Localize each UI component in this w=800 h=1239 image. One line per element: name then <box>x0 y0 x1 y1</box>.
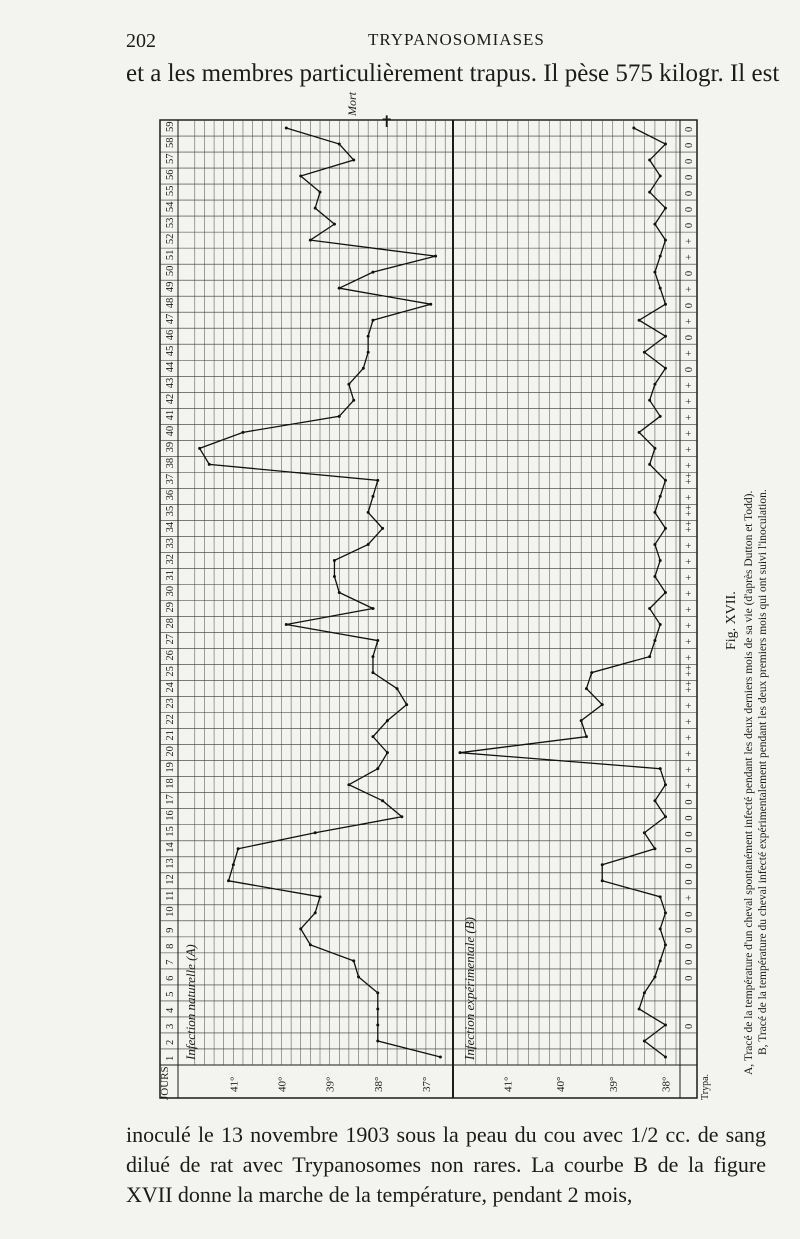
day-tick-label: 50 <box>165 265 176 277</box>
data-point-b <box>659 495 662 498</box>
trypanosome-mark: + <box>684 718 695 725</box>
data-point-b <box>459 751 462 754</box>
data-point-b <box>664 815 667 818</box>
data-point-a <box>367 351 370 354</box>
trypanosome-mark: 0 <box>684 799 695 805</box>
data-point-b <box>643 991 646 994</box>
data-point-a <box>319 191 322 194</box>
trypanosome-mark: + <box>684 350 695 357</box>
trypanosome-mark: ++ <box>684 520 695 533</box>
trypanosome-mark: + <box>684 430 695 437</box>
data-point-a <box>386 751 389 754</box>
day-tick-label: 17 <box>165 794 176 805</box>
day-tick-label: 45 <box>165 345 176 357</box>
data-point-b <box>653 975 656 978</box>
trypanosome-mark: 0 <box>684 142 695 149</box>
trypanosome-mark: + <box>684 606 695 613</box>
trypanosome-mark: 0 <box>684 879 695 885</box>
trypanosome-mark: + <box>684 558 695 565</box>
data-point-b <box>653 271 656 274</box>
trypanosome-mark: + <box>684 702 695 709</box>
day-tick-label: 13 <box>165 858 176 869</box>
data-point-a <box>371 671 374 674</box>
data-point-a <box>309 239 312 242</box>
data-point-a <box>400 815 403 818</box>
data-point-b <box>664 591 667 594</box>
trypanosome-mark: 0 <box>684 158 695 165</box>
temperature-tick-label: 40° <box>276 1076 289 1092</box>
figure-caption-a: A, Tracé de la température d'un cheval spontanément infecté pendant les deux derniers mois de sa vie (d'après Dutton et Todd). <box>743 490 755 1075</box>
day-tick-label: 52 <box>165 233 176 245</box>
day-tick-label: 55 <box>165 185 176 197</box>
day-tick-label: 36 <box>165 489 176 501</box>
data-point-b <box>632 127 635 130</box>
day-tick-label: 6 <box>165 975 176 981</box>
trypanosome-mark: + <box>684 286 695 293</box>
trypanosome-mark: + <box>684 782 695 789</box>
trypanosome-mark: ++ <box>684 664 695 677</box>
mort-annotation: Mort <box>345 92 359 116</box>
data-point-a <box>352 399 355 402</box>
temperature-tick-label: 37° <box>420 1076 433 1092</box>
day-tick-label: 34 <box>165 521 176 533</box>
trypanosome-mark: 0 <box>684 911 695 917</box>
day-tick-label: 44 <box>165 361 176 373</box>
body-text-top: et a les membres particulièrement trapus. Il pèse 575 kilogr. Il est <box>126 60 780 87</box>
trypanosome-mark: 0 <box>684 847 695 853</box>
trypanosome-mark: + <box>684 654 695 661</box>
data-point-b <box>664 479 667 482</box>
day-tick-label: 8 <box>165 943 176 949</box>
trypanosome-mark: + <box>684 238 695 245</box>
trypanosome-mark: + <box>684 894 695 901</box>
data-point-b <box>664 911 667 914</box>
temperature-tick-label: 41° <box>502 1076 515 1092</box>
data-point-b <box>590 671 593 674</box>
data-point-a <box>314 831 317 834</box>
day-tick-label: 42 <box>165 393 176 405</box>
trypanosome-mark: 0 <box>684 302 695 309</box>
trypanosome-mark: + <box>684 414 695 421</box>
data-point-a <box>371 655 374 658</box>
trypanosome-mark: + <box>684 622 695 629</box>
data-point-a <box>396 687 399 690</box>
data-point-a <box>381 799 384 802</box>
data-point-b <box>648 607 651 610</box>
trypanosome-mark: 0 <box>684 815 695 821</box>
data-point-b <box>653 447 656 450</box>
data-point-b <box>664 335 667 338</box>
data-point-b <box>638 1007 641 1010</box>
jours-axis-label: JOURS <box>159 1066 171 1100</box>
trypanosome-mark: 0 <box>684 943 695 949</box>
data-point-a <box>338 415 341 418</box>
day-tick-label: 58 <box>165 137 176 149</box>
day-tick-label: 29 <box>165 602 176 613</box>
trypanosome-mark: + <box>684 254 695 261</box>
day-tick-label: 51 <box>165 249 176 261</box>
data-point-b <box>664 239 667 242</box>
data-point-b <box>653 511 656 514</box>
day-tick-label: 48 <box>165 297 176 309</box>
day-tick-label: 2 <box>165 1039 176 1045</box>
data-point-b <box>601 703 604 706</box>
day-tick-label: 47 <box>165 313 176 325</box>
day-tick-label: 15 <box>165 826 176 837</box>
trypanosome-mark: + <box>684 542 695 549</box>
body-paragraph: inoculé le 13 novembre 1903 sous la peau du cou avec 1/2 cc. de sang dilué de rat avec Trypanosomes non rares. La courbe B de la figure XVII donne la marche de la température, pendant 2 mois, <box>126 1122 766 1207</box>
data-point-b <box>664 943 667 946</box>
data-point-a <box>314 207 317 210</box>
data-point-b <box>659 255 662 258</box>
trypanosome-mark: 0 <box>684 206 695 213</box>
data-point-a <box>381 527 384 530</box>
data-point-a <box>352 159 355 162</box>
death-cross-symbol: ✝ <box>380 114 394 131</box>
data-point-a <box>376 1023 379 1026</box>
day-tick-label: 21 <box>165 730 176 741</box>
data-point-b <box>653 799 656 802</box>
data-point-b <box>648 463 651 466</box>
temperature-tick-label: 38° <box>372 1076 385 1092</box>
data-point-a <box>347 783 350 786</box>
day-tick-label: 22 <box>165 714 176 725</box>
data-point-b <box>648 191 651 194</box>
day-tick-label: 32 <box>165 553 176 565</box>
data-point-a <box>367 543 370 546</box>
panel-a-label: Infection naturelle (A) <box>183 944 198 1060</box>
data-point-a <box>241 431 244 434</box>
data-point-a <box>333 559 336 562</box>
trypanosome-mark: 0 <box>684 190 695 197</box>
trypanosome-mark: + <box>684 638 695 645</box>
data-point-a <box>357 975 360 978</box>
data-point-b <box>664 1055 667 1058</box>
data-point-a <box>376 1007 379 1010</box>
day-tick-label: 23 <box>165 698 176 709</box>
data-point-b <box>643 351 646 354</box>
trypanosome-mark: + <box>684 462 695 469</box>
data-point-a <box>371 607 374 610</box>
trypanosome-mark: + <box>684 318 695 325</box>
data-point-b <box>585 735 588 738</box>
data-point-b <box>648 655 651 658</box>
trypanosome-mark: + <box>684 766 695 773</box>
trypanosome-mark: + <box>684 382 695 389</box>
data-point-b <box>659 287 662 290</box>
trypanosome-mark: + <box>684 734 695 741</box>
chart-labels <box>159 91 769 1100</box>
data-point-b <box>648 159 651 162</box>
day-tick-label: 16 <box>165 810 176 821</box>
day-tick-label: 40 <box>165 425 176 437</box>
day-tick-label: 49 <box>165 281 176 293</box>
data-point-a <box>299 175 302 178</box>
data-point-a <box>299 927 302 930</box>
data-point-b <box>638 431 641 434</box>
day-tick-label: 30 <box>165 586 176 597</box>
running-head: TRYPANOSOMIASES <box>368 30 545 49</box>
temperature-tick-label: 39° <box>607 1076 620 1092</box>
temperature-tick-label: 39° <box>324 1076 337 1092</box>
data-point-b <box>653 847 656 850</box>
day-tick-label: 20 <box>165 746 176 757</box>
data-point-b <box>653 639 656 642</box>
data-point-a <box>439 1055 442 1058</box>
data-point-b <box>638 319 641 322</box>
data-point-a <box>429 303 432 306</box>
trypanosome-mark: 0 <box>684 270 695 277</box>
data-point-a <box>338 143 341 146</box>
data-point-a <box>333 223 336 226</box>
day-tick-label: 9 <box>165 927 176 933</box>
data-point-b <box>643 1039 646 1042</box>
trypanosome-mark: 0 <box>684 222 695 229</box>
data-point-a <box>362 367 365 370</box>
data-point-a <box>386 719 389 722</box>
data-point-a <box>338 287 341 290</box>
data-point-a <box>285 127 288 130</box>
data-point-a <box>376 991 379 994</box>
data-point-a <box>319 895 322 898</box>
data-point-b <box>664 527 667 530</box>
data-point-b <box>653 223 656 226</box>
day-tick-label: 28 <box>165 618 176 629</box>
data-point-a <box>352 959 355 962</box>
trypanosome-mark: ++ <box>684 472 695 485</box>
data-point-b <box>659 175 662 178</box>
temperature-tick-label: 41° <box>228 1076 241 1092</box>
data-point-a <box>232 863 235 866</box>
day-tick-label: 54 <box>165 201 176 213</box>
day-tick-label: 24 <box>165 682 176 693</box>
data-point-b <box>648 399 651 402</box>
data-point-a <box>405 703 408 706</box>
day-tick-label: 53 <box>165 217 176 229</box>
trypanosome-mark: ++ <box>684 680 695 693</box>
trypanosome-mark: 0 <box>684 959 695 965</box>
day-tick-label: 19 <box>165 762 176 773</box>
day-tick-label: 38 <box>165 457 176 469</box>
chart-frame <box>160 120 697 1098</box>
day-tick-label: 27 <box>165 634 176 645</box>
panel-b-label: Infection expérimentale (B) <box>462 917 477 1060</box>
data-point-b <box>659 927 662 930</box>
data-point-a <box>371 271 374 274</box>
page-number: 202 <box>126 30 156 52</box>
data-point-a <box>367 511 370 514</box>
day-tick-label: 26 <box>165 650 176 661</box>
data-point-a <box>285 623 288 626</box>
chart-grid <box>160 120 697 1098</box>
day-tick-label: 41 <box>165 409 176 421</box>
day-tick-label: 18 <box>165 778 176 789</box>
day-tick-label: 1 <box>165 1055 176 1061</box>
data-point-a <box>376 1039 379 1042</box>
data-point-a <box>237 847 240 850</box>
data-point-b <box>653 543 656 546</box>
trypanosome-mark: 0 <box>684 126 695 133</box>
trypanosome-mark: 0 <box>684 975 695 981</box>
data-point-a <box>371 735 374 738</box>
data-point-b <box>653 575 656 578</box>
data-point-a <box>208 463 211 466</box>
day-tick-label: 31 <box>165 569 176 581</box>
data-point-a <box>367 335 370 338</box>
day-tick-label: 43 <box>165 377 176 389</box>
day-tick-label: 14 <box>165 842 176 853</box>
day-tick-label: 5 <box>165 991 176 997</box>
data-point-b <box>585 687 588 690</box>
data-point-b <box>601 879 604 882</box>
data-point-a <box>227 879 230 882</box>
data-point-b <box>659 559 662 562</box>
temperature-tick-label: 38° <box>660 1076 673 1092</box>
day-tick-label: 37 <box>165 473 176 485</box>
data-point-b <box>659 767 662 770</box>
data-point-a <box>198 447 201 450</box>
day-tick-label: 33 <box>165 537 176 549</box>
data-point-a <box>376 639 379 642</box>
data-point-a <box>314 911 317 914</box>
temperature-tick-label: 40° <box>555 1076 568 1092</box>
trypanosome-mark: 0 <box>684 367 695 373</box>
data-point-a <box>376 479 379 482</box>
day-tick-label: 57 <box>165 153 176 165</box>
day-tick-label: 35 <box>165 505 176 517</box>
data-point-b <box>664 783 667 786</box>
trypanosome-row-label: Trypa. <box>700 1073 711 1100</box>
day-tick-label: 3 <box>165 1023 176 1029</box>
trypanosome-mark: 0 <box>684 863 695 869</box>
data-point-a <box>371 319 374 322</box>
trypanosome-mark: 0 <box>684 1023 695 1029</box>
data-point-a <box>371 495 374 498</box>
trypanosome-mark: + <box>684 446 695 453</box>
day-tick-label: 10 <box>165 906 176 917</box>
data-point-b <box>659 415 662 418</box>
data-point-b <box>659 895 662 898</box>
data-point-b <box>664 1023 667 1026</box>
day-tick-label: 56 <box>165 169 176 181</box>
data-point-b <box>659 959 662 962</box>
day-tick-label: 12 <box>165 874 176 885</box>
data-point-b <box>659 623 662 626</box>
trypanosome-mark: 0 <box>684 174 695 181</box>
trypanosome-mark: 0 <box>684 927 695 933</box>
data-point-b <box>601 863 604 866</box>
data-point-a <box>376 767 379 770</box>
chart-curves <box>198 127 695 1059</box>
trypanosome-mark: + <box>684 574 695 581</box>
data-point-a <box>309 943 312 946</box>
day-tick-label: 46 <box>165 329 176 341</box>
data-point-b <box>580 719 583 722</box>
day-tick-label: 39 <box>165 441 176 453</box>
data-point-a <box>333 575 336 578</box>
data-point-b <box>643 831 646 834</box>
data-point-b <box>664 143 667 146</box>
temperature-curve-b <box>460 128 665 1057</box>
data-point-a <box>347 383 350 386</box>
data-point-b <box>664 207 667 210</box>
day-tick-label: 7 <box>165 959 176 965</box>
day-tick-label: 4 <box>165 1007 176 1013</box>
figure-caption-b: B, Tracé de la température du cheval infecté expérimentalement pendant les deux premiers mois qui ont suivi l'inoculation. <box>757 489 769 1055</box>
chart-ticks <box>228 1077 672 1092</box>
data-point-b <box>653 383 656 386</box>
day-tick-label: 59 <box>165 121 176 133</box>
data-point-a <box>338 591 341 594</box>
trypanosome-mark: + <box>684 398 695 405</box>
trypanosome-mark: + <box>684 750 695 757</box>
figure-label: Fig. XVII. <box>724 591 739 650</box>
trypanosome-mark: 0 <box>684 334 695 341</box>
data-point-b <box>664 303 667 306</box>
data-point-a <box>434 255 437 258</box>
body-text-bottom <box>126 1120 766 1210</box>
trypanosome-mark: ++ <box>684 504 695 517</box>
trypanosome-mark: + <box>684 590 695 597</box>
day-tick-label: 25 <box>165 666 176 677</box>
data-point-b <box>664 367 667 370</box>
trypanosome-mark: 0 <box>684 831 695 837</box>
trypanosome-mark: + <box>684 494 695 501</box>
day-tick-label: 11 <box>165 890 176 901</box>
